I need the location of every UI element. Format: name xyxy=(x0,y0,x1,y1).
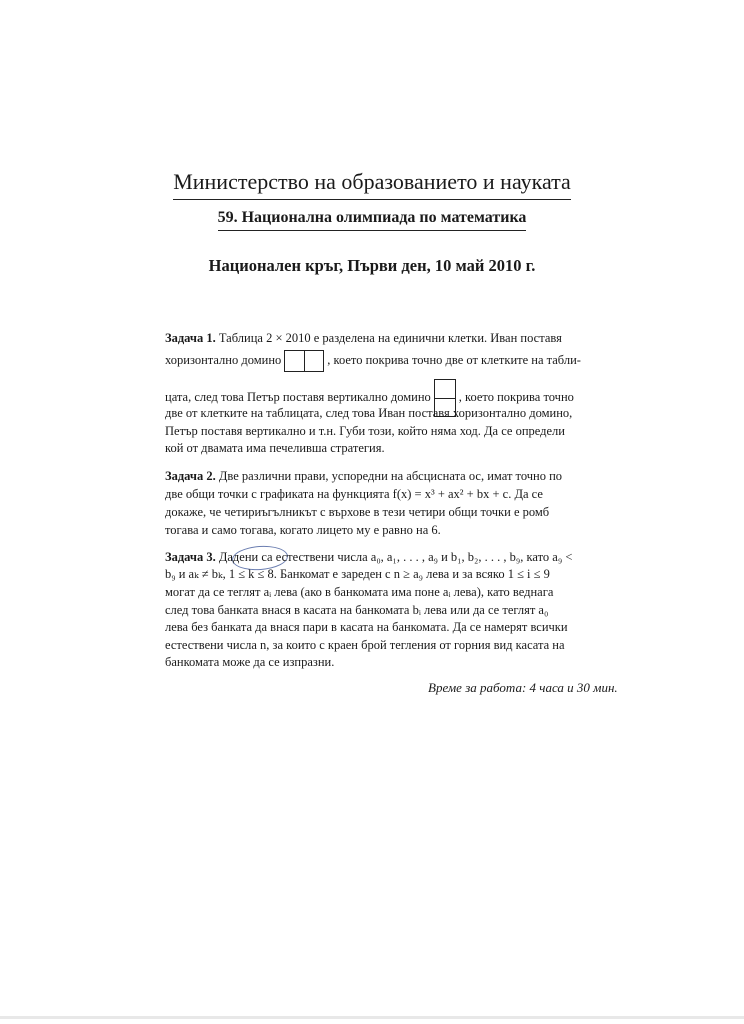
scan-edge xyxy=(0,1016,744,1019)
problem-2-line: докаже, че четириъгълникът с върхове в тези четири общи точки е ромб xyxy=(165,505,550,519)
problem-1-line: кой от двамата има печеливша стратегия. xyxy=(165,441,385,455)
olympiad-title: 59. Национална олимпиада по математика xyxy=(218,208,527,231)
round-heading xyxy=(0,256,744,276)
problem-3-label: Задача 3. xyxy=(165,550,216,564)
time-limit: Време за работа: 4 часа и 30 мин. xyxy=(428,680,618,695)
problem-1-line: хоризонтално домино xyxy=(165,352,282,367)
horizontal-domino-icon xyxy=(284,350,324,372)
problem-2-label: Задача 2. xyxy=(165,469,216,483)
problem-3-line: естествени числа n, за които с краен брой тегления от горния вид касата на xyxy=(165,638,565,652)
problem-1-line: , което покрива точно xyxy=(458,389,574,404)
problem-1-line: две от клетките на таблицата, след това Иван поставя хоризонтално домино, xyxy=(165,406,573,420)
problem-2-line: две общи точки с графиката на функцията f(x) = x³ + ax² + bx + c. Да се xyxy=(165,487,543,501)
problem-3-line: Дадени са естествени числа a₀, a₁, . . . , a₉ и b₁, b₂, . . . , b₉, като a₉ < xyxy=(218,550,573,564)
problem-2-line: Две различни прави, успоредни на абсцисната ос, имат точно по xyxy=(218,469,563,483)
problem-3-line: банкомата може да се изпразни. xyxy=(165,655,335,669)
problem-3-line: могат да се теглят aᵢ лева (ако в банкомата има поне aᵢ лева), като веднага xyxy=(165,585,554,599)
problem-3-line: лева без банката да внася пари в касата на банкомата. Да се намерят всички xyxy=(165,620,568,634)
problem-1-line: Таблица 2 × 2010 е разделена на единични клетки. Иван поставя xyxy=(218,331,562,345)
problem-3-line: b₉ и aₖ ≠ bₖ, 1 ≤ k ≤ 8. Банкомат е зареден с n ≥ a₉ лева и за всяко 1 ≤ i ≤ 9 xyxy=(165,567,550,581)
problem-2-line: тогава и само тогава, когато лицето му е равно на 6. xyxy=(165,523,441,537)
olympiad-heading xyxy=(0,208,744,231)
problem-1-label: Задача 1. xyxy=(165,331,216,345)
problem-1-line: , което покрива точно две от клетките на табли- xyxy=(327,352,581,367)
round-title: Национален кръг, Първи ден, 10 май 2010 г. xyxy=(208,256,536,275)
problem-3-line: след това банката внася в касата на банкомата bᵢ лева или да се теглят a₀ xyxy=(165,603,549,617)
problem-1-line: Петър поставя вертикално и т.н. Губи този, който няма ход. Да се определи xyxy=(165,424,565,438)
ministry-heading xyxy=(0,168,744,200)
ministry-title: Министерство на образованието и науката xyxy=(173,168,571,200)
problem-1-line: цата, след това Петър поставя вертикално домино xyxy=(165,389,431,404)
